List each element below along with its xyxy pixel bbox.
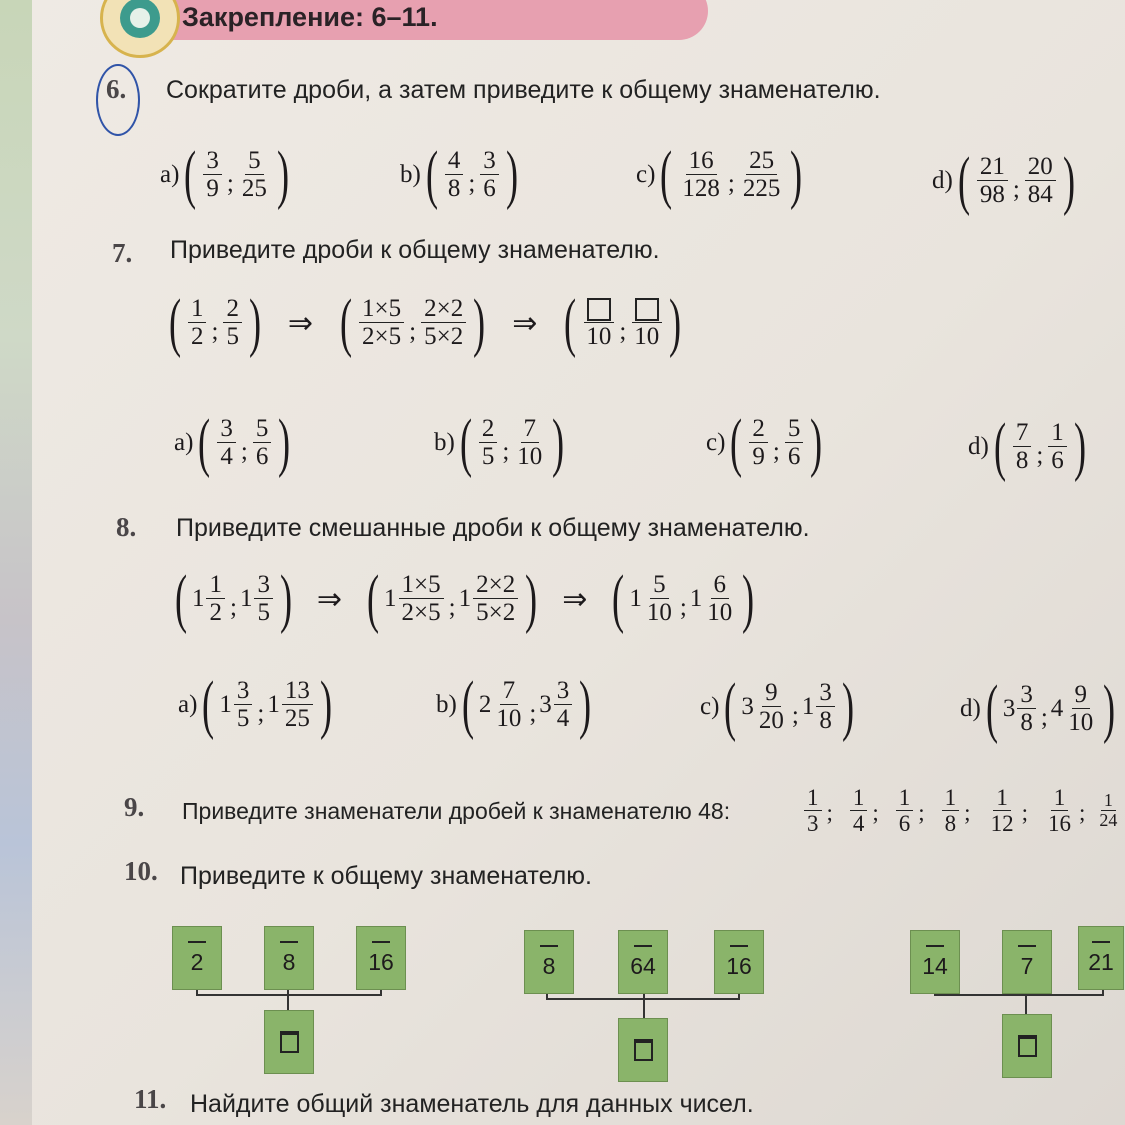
task8-text: Приведите смешанные дроби к общему знаменателю. [176, 514, 810, 542]
task8-item-c: c) ( 3 9 20 ; 1 3 8 ) [700, 670, 854, 743]
blank-box [1018, 1035, 1037, 1057]
task6-text: Сократите дроби, а затем приведите к общему знаменателю. [166, 76, 881, 104]
task6-item-c: c) ( 16 128 ; 25 225 ) [636, 138, 803, 211]
task10-text: Приведите к общему знаменателю. [180, 862, 592, 890]
blank-box [634, 1039, 653, 1061]
task7-item-b: b) ( 2 5 ; 7 10 ) [434, 406, 565, 479]
task8-item-d: d) ( 3 3 8 ; 4 9 10 ) [960, 672, 1116, 745]
connector-line [196, 994, 382, 996]
task7-item-a: a) ( 3 4 ; 5 6 ) [174, 406, 291, 479]
task8-item-b: b) ( 2 7 10 ; 3 3 4 ) [436, 668, 592, 741]
task11-text: Найдите общий знаменатель для данных чисел. [190, 1090, 754, 1118]
answer-box[interactable] [618, 1018, 668, 1082]
denominator-box: 8 [524, 930, 574, 994]
task8-number: 8. [116, 512, 137, 542]
task10-number: 10. [124, 856, 158, 886]
task7-number: 7. [112, 238, 133, 268]
task6-number: 6. [106, 74, 127, 104]
brain-logo-icon [100, 0, 180, 58]
task7-example: ( 1 2 ; 2 5 ) ⇒ ( 1×5 2×5 ; 2×2 5×2 ) ⇒ ( 10 ; 10 ) [168, 286, 682, 359]
connector-line [934, 994, 1104, 996]
denominator-box: 2 [172, 926, 222, 990]
task7-item-d: d) ( 7 8 ; 1 6 ) [968, 410, 1086, 483]
denominator-box: 14 [910, 930, 960, 994]
denominator-box: 8 [264, 926, 314, 990]
task11-number: 11. [134, 1084, 167, 1114]
task6-item-a: a) ( 3 9 ; 5 25 ) [160, 138, 289, 211]
denominator-box: 16 [714, 930, 764, 994]
task6-item-d: d) ( 21 98 ; 20 84 ) [932, 144, 1075, 217]
task9-fractions: 1 3 ; 1 4 ; 1 6 ; 1 8 ; 1 12 ; 1 16 ; 1 24 [802, 786, 1122, 836]
task9-number: 9. [124, 792, 145, 822]
blank-box [280, 1031, 299, 1053]
task6-item-b: b) ( 4 8 ; 3 6 ) [400, 138, 518, 211]
denominator-box: 21 [1078, 926, 1124, 990]
task8-item-a: a) ( 1 3 5 ; 1 13 25 ) [178, 668, 332, 741]
blank-box [587, 298, 611, 321]
answer-box[interactable] [264, 1010, 314, 1074]
task8-example: ( 1 1 2 ; 1 3 5 ) ⇒ ( 1 1×5 2×5 ; 1 2×2 5×2 ) ⇒ ( 1 5 10 ; 1 6 10 ) [174, 562, 755, 635]
task7-item-c: c) ( 2 9 ; 5 6 ) [706, 406, 823, 479]
task9-text: Приведите знаменатели дробей к знаменателю 48: [182, 798, 731, 824]
denominator-box: 64 [618, 930, 668, 994]
blank-box [635, 298, 659, 321]
task7-text: Приведите дроби к общему знаменателю. [170, 236, 660, 264]
page-edge-strip [0, 0, 32, 1125]
denominator-box: 16 [356, 926, 406, 990]
page-title: Закрепление: 6–11. [182, 2, 438, 32]
denominator-box: 7 [1002, 930, 1052, 994]
answer-box[interactable] [1002, 1014, 1052, 1078]
